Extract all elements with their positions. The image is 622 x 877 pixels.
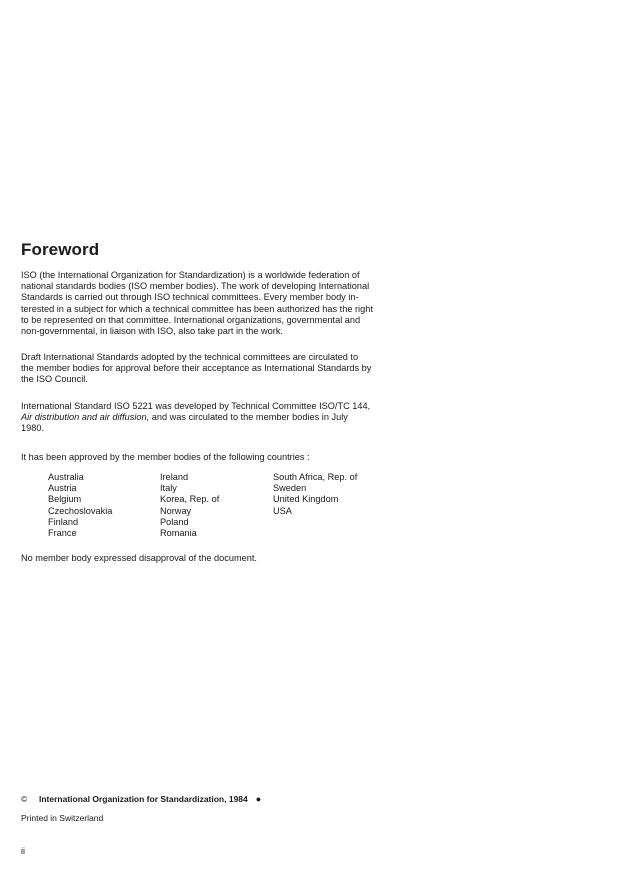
countries-column-3	[273, 472, 393, 517]
country-item: Austria	[48, 483, 77, 494]
foreword-paragraph-3	[21, 401, 371, 435]
text-line: International Standard ISO 5221 was developed by Technical Committee ISO/TC 144,	[21, 401, 371, 411]
copyright-notice	[21, 794, 261, 804]
country-item: Norway	[160, 505, 192, 516]
text-fragment: and was circulated to the member bodies in July	[149, 412, 348, 423]
text-line: Draft International Standards adopted by the technical committees are circulated to	[21, 352, 359, 362]
copyright-text: International Organization for Standardization, 1984	[39, 794, 248, 804]
text-line	[21, 412, 367, 423]
country-item: Poland	[160, 516, 189, 527]
text-line: national standards bodies (ISO member bodies). The work of developing International	[21, 281, 370, 292]
country-item: Czechoslovakia	[48, 505, 113, 516]
countries-column-1	[48, 472, 168, 539]
committee-title: Air distribution and air diffusion,	[21, 412, 150, 423]
bullet-icon: ●	[255, 794, 262, 804]
text-line: Standards is carried out through ISO technical committees. Every member body in-	[21, 292, 359, 303]
page-title: Foreword	[21, 240, 100, 259]
text-line: the ISO Council.	[21, 374, 88, 385]
country-item: Italy	[160, 483, 177, 494]
text-line: terested in a subject for which a technical committee has been authorized has the right	[21, 303, 373, 314]
text-line: the member bodies for approval before their acceptance as International Standards by	[21, 363, 372, 374]
country-item: Ireland	[160, 472, 189, 482]
text-line: ISO (the International Organization for Standardization) is a worldwide federation of	[21, 270, 360, 280]
country-item: Finland	[48, 516, 79, 527]
foreword-paragraph-2	[21, 352, 372, 386]
countries-column-2	[160, 472, 280, 539]
foreword-paragraph-5: No member body expressed disapproval of the document.	[21, 553, 257, 563]
country-item: Belgium	[48, 494, 82, 505]
text-line: to be represented on that committee. International organizations, governmental and	[21, 314, 361, 325]
page-number: ii	[21, 846, 25, 856]
text-line: non-governmental, in liaison with ISO, also take part in the work.	[21, 326, 283, 337]
country-item: South Africa, Rep. of	[273, 472, 358, 482]
country-item: USA	[273, 505, 292, 516]
foreword-paragraph-4: It has been approved by the member bodies of the following countries :	[21, 452, 310, 462]
country-item: Australia	[48, 472, 84, 482]
foreword-paragraph-1	[21, 270, 373, 337]
text-line: 1980.	[21, 423, 44, 434]
country-item: France	[48, 528, 77, 539]
copyright-icon: ©	[21, 794, 28, 804]
printed-in-notice: Printed in Switzerland	[21, 813, 104, 823]
country-item: Sweden	[273, 483, 307, 494]
country-item: United Kingdom	[273, 494, 339, 505]
country-item: Korea, Rep. of	[160, 494, 220, 505]
country-item: Romania	[160, 528, 197, 539]
